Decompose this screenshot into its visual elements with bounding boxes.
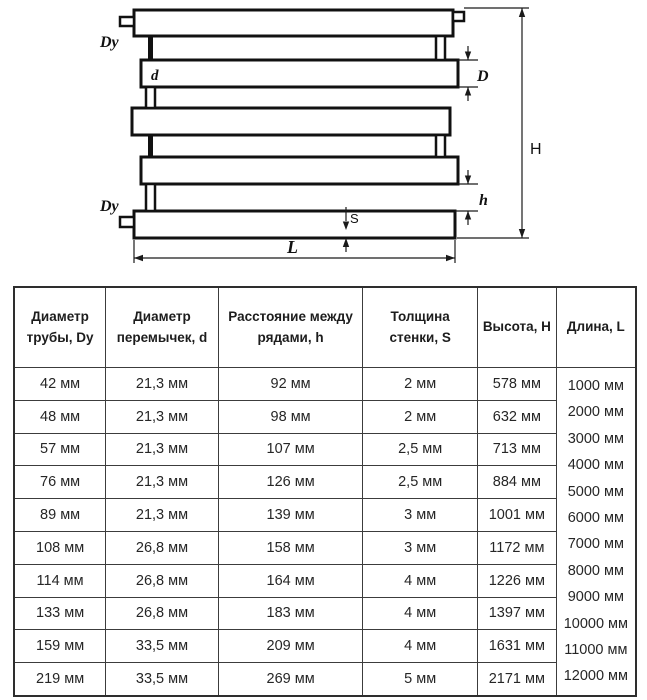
length-value: 11000 мм: [564, 642, 628, 659]
tube-5: [134, 211, 455, 238]
length-value: 8000 мм: [567, 562, 624, 579]
cell-H: 1631 мм: [477, 630, 556, 663]
arrow-left-icon: [134, 255, 143, 261]
cell-h: 158 мм: [218, 531, 363, 564]
stub-top-right: [453, 12, 464, 21]
cell-h: 92 мм: [218, 368, 363, 401]
cell-h: 183 мм: [218, 597, 363, 630]
cell-H: 578 мм: [477, 368, 556, 401]
dimension-h: [455, 170, 488, 225]
arrow-down-icon: [465, 176, 471, 185]
cell-dy: 159 мм: [14, 630, 106, 663]
cell-s: 2 мм: [363, 400, 478, 433]
cell-d: 33,5 мм: [106, 663, 219, 696]
jumper-right-3-4: [436, 135, 445, 157]
spec-table-wrapper: [13, 286, 637, 697]
cell-H: 1001 мм: [477, 499, 556, 532]
cell-d: 21,3 мм: [106, 499, 219, 532]
arrow-up-icon: [465, 211, 471, 220]
arrow-right-icon: [446, 255, 455, 261]
table-row: [14, 663, 636, 696]
cell-dy: 219 мм: [14, 663, 106, 696]
cell-s: 5 мм: [363, 663, 478, 696]
cell-s: 2,5 мм: [363, 433, 478, 466]
cell-s: 4 мм: [363, 630, 478, 663]
dimension-H: [457, 8, 542, 238]
stub-top-left: [120, 17, 134, 26]
label-dy-bottom: Dy: [100, 198, 119, 215]
cell-d: 26,8 мм: [106, 531, 219, 564]
register-diagram: [0, 0, 647, 284]
tube-3: [132, 108, 450, 135]
jumper-right-1-2: [436, 36, 445, 60]
cell-h: 126 мм: [218, 466, 363, 499]
col-header-pipe-diameter: Диаметр трубы, Dy: [14, 287, 106, 368]
cell-dy: 108 мм: [14, 531, 106, 564]
header-row: [14, 287, 636, 368]
table-row: [14, 499, 636, 532]
tube-2: [141, 60, 458, 87]
label-dy-top: Dy: [100, 34, 119, 51]
cell-dy: 133 мм: [14, 597, 106, 630]
tube-1: [134, 10, 453, 36]
table-row: [14, 630, 636, 663]
cell-d: 21,3 мм: [106, 368, 219, 401]
label-D: D: [477, 68, 489, 85]
cell-s: 4 мм: [363, 564, 478, 597]
cell-d: 21,3 мм: [106, 400, 219, 433]
cell-dy: 114 мм: [14, 564, 106, 597]
length-value: 12000 мм: [563, 668, 628, 685]
label-S: S: [350, 211, 359, 226]
cell-d: 21,3 мм: [106, 433, 219, 466]
cell-d: 21,3 мм: [106, 466, 219, 499]
cell-H: 632 мм: [477, 400, 556, 433]
cell-d: 26,8 мм: [106, 597, 219, 630]
label-d: d: [151, 68, 159, 84]
length-list: [559, 368, 633, 695]
col-header-row-spacing: Расстояние между рядами, h: [218, 287, 363, 368]
length-value: 4000 мм: [567, 457, 624, 474]
length-value: 3000 мм: [567, 430, 624, 447]
tube-4: [141, 157, 458, 184]
length-value: 6000 мм: [567, 510, 624, 527]
table-row: [14, 531, 636, 564]
table-row: [14, 597, 636, 630]
spec-table: [13, 286, 637, 697]
cell-s: 3 мм: [363, 499, 478, 532]
cell-s: 4 мм: [363, 597, 478, 630]
cell-dy: 89 мм: [14, 499, 106, 532]
stub-bottom-left: [120, 217, 134, 227]
arrow-down-icon: [519, 229, 525, 238]
label-L: L: [287, 237, 298, 257]
dimension-L: [134, 237, 455, 263]
cell-H: 2171 мм: [477, 663, 556, 696]
cell-lengths: [556, 368, 636, 697]
length-value: 1000 мм: [567, 378, 624, 394]
cell-h: 107 мм: [218, 433, 363, 466]
jumper-left-4-5: [146, 184, 155, 211]
cell-h: 269 мм: [218, 663, 363, 696]
col-header-jumper-diameter: Диаметр перемычек, d: [106, 287, 219, 368]
cell-H: 1397 мм: [477, 597, 556, 630]
cell-H: 884 мм: [477, 466, 556, 499]
length-value: 9000 мм: [567, 589, 624, 606]
col-header-length: Длина, L: [556, 287, 636, 368]
length-value: 5000 мм: [567, 483, 624, 500]
arrow-down-icon: [465, 52, 471, 61]
col-header-wall-thickness: Толщина стенки, S: [363, 287, 478, 368]
cell-s: 3 мм: [363, 531, 478, 564]
cell-s: 2 мм: [363, 368, 478, 401]
cell-dy: 48 мм: [14, 400, 106, 433]
cell-h: 98 мм: [218, 400, 363, 433]
cell-H: 713 мм: [477, 433, 556, 466]
length-value: 2000 мм: [567, 404, 624, 421]
jumper-left-3-4: [148, 135, 153, 157]
arrow-up-icon: [465, 87, 471, 96]
cell-d: 26,8 мм: [106, 564, 219, 597]
tubes: [132, 10, 458, 238]
table-row: [14, 466, 636, 499]
length-value: 10000 мм: [563, 615, 628, 632]
cell-dy: 42 мм: [14, 368, 106, 401]
cell-dy: 76 мм: [14, 466, 106, 499]
cell-dy: 57 мм: [14, 433, 106, 466]
table-row: [14, 433, 636, 466]
table-row: [14, 564, 636, 597]
label-h: h: [479, 192, 488, 209]
length-value: 7000 мм: [567, 536, 624, 553]
cell-H: 1172 мм: [477, 531, 556, 564]
cell-s: 2,5 мм: [363, 466, 478, 499]
jumper-left-1-2: [148, 36, 153, 60]
col-header-height: Высота, H: [477, 287, 556, 368]
dimension-D: [458, 46, 489, 101]
cell-H: 1226 мм: [477, 564, 556, 597]
label-H: H: [530, 141, 542, 158]
cell-d: 33,5 мм: [106, 630, 219, 663]
cell-h: 139 мм: [218, 499, 363, 532]
jumper-left-2-3: [146, 87, 155, 108]
table-row: [14, 368, 636, 401]
table-row: [14, 400, 636, 433]
cell-h: 209 мм: [218, 630, 363, 663]
cell-h: 164 мм: [218, 564, 363, 597]
arrow-up-icon: [519, 8, 525, 17]
